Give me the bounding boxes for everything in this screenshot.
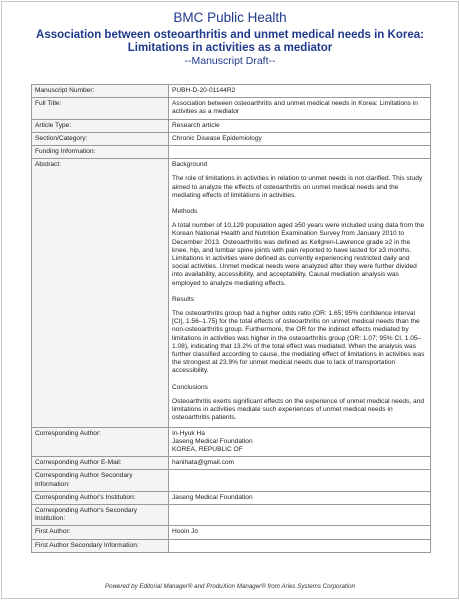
email-value: hanihata@gmail.com xyxy=(169,457,431,470)
abstract-conclusions-text: Osteoarthritis exerts significant effects on the experience of unmet medical needs, and limitations in activities mediate such experiences of unmet medical needs in osteoarthritis patients. xyxy=(172,397,425,422)
secondary-info-label: Corresponding Author Secondary Information: xyxy=(32,470,169,491)
section-value: Chronic Disease Epidemiology xyxy=(169,132,431,145)
corresponding-author-country: KOREA, REPUBLIC OF xyxy=(172,445,243,453)
abstract-label: Abstract: xyxy=(32,159,169,427)
draft-label: --Manuscript Draft-- xyxy=(184,55,276,67)
abstract-background-heading: Background xyxy=(172,161,208,169)
abstract-methods-heading: Methods xyxy=(172,208,198,216)
corresponding-author-name: In-Hyuk Ha xyxy=(172,429,205,437)
manuscript-page xyxy=(1,1,459,599)
corresponding-author-label: Corresponding Author: xyxy=(32,427,169,457)
table-row xyxy=(32,427,431,457)
funding-label: Funding Information: xyxy=(32,146,169,159)
page-footer: Powered by Editorial Manager® and ProduXion Manager® from Aries Systems Corporation xyxy=(105,583,355,590)
funding-value xyxy=(169,146,431,159)
secondary-institution-value xyxy=(169,504,431,525)
secondary-info-value xyxy=(169,470,431,491)
abstract-methods-text: A total number of 10,129 population aged ≥50 years were included using data from the Korean National Health and Nutrition Examination Survey from January 2010 to December 2013. Osteoarthritis was defined as Kellgren-Lawrence grade ≥2 in the knee, hip, and lumbar spine joints with pain reported to have lasted for ≥3 months. Limitations in activities were defined as currently experiencing restricted daily and social activities. Unmet medical needs were analyzed after they were further divided into availability, accessibility, and acceptability. Causal mediation analysis was employed to analyze mediating effects. xyxy=(172,222,425,287)
first-author-secondary-value xyxy=(169,539,431,552)
corresponding-author-org: Jaseng Medical Foundation xyxy=(172,437,253,445)
corresponding-author-value xyxy=(169,427,431,457)
table-row xyxy=(32,119,431,132)
manuscript-number-value: PUBH-D-20-01144R2 xyxy=(169,85,431,98)
full-title-value: Association between osteoarthritis and unmet medical needs in Korea: Limitations in activities as a mediator xyxy=(169,98,431,119)
manuscript-title: Association between osteoarthritis and unmet medical needs in Korea: Limitations in activities as a mediator xyxy=(36,29,424,54)
table-row xyxy=(32,470,431,491)
manuscript-number-label: Manuscript Number: xyxy=(32,85,169,98)
first-author-secondary-label: First Author Secondary Information: xyxy=(32,539,169,552)
table-row xyxy=(32,504,431,525)
manuscript-info-table xyxy=(31,84,431,553)
section-label: Section/Category: xyxy=(32,132,169,145)
table-row xyxy=(32,491,431,504)
article-type-label: Article Type: xyxy=(32,119,169,132)
table-row xyxy=(32,457,431,470)
table-row xyxy=(32,85,431,98)
abstract-results-heading: Results xyxy=(172,295,194,303)
abstract-value xyxy=(169,159,431,427)
secondary-institution-label: Corresponding Author's Secondary Institution: xyxy=(32,504,169,525)
article-type-value: Research article xyxy=(169,119,431,132)
abstract-conclusions-heading: Conclusions xyxy=(172,383,208,391)
table-row xyxy=(32,98,431,119)
first-author-value: Hooin Jo xyxy=(169,526,431,539)
institution-value: Jaseng Medical Foundation xyxy=(169,491,431,504)
table-row xyxy=(32,539,431,552)
email-label: Corresponding Author E-Mail: xyxy=(32,457,169,470)
table-row xyxy=(32,526,431,539)
institution-label: Corresponding Author's Institution: xyxy=(32,491,169,504)
table-row xyxy=(32,159,431,427)
journal-name: BMC Public Health xyxy=(173,10,287,25)
table-row xyxy=(32,146,431,159)
abstract-background-text: The role of limitations in activities in relation to unmet needs is not clarified. This study aimed to analyze the effects of osteoarthritis on unmet medical needs and the mediating effects of limitations in activities. xyxy=(172,175,423,199)
table-row xyxy=(32,132,431,145)
first-author-label: First Author: xyxy=(32,526,169,539)
full-title-label: Full Title: xyxy=(32,98,169,119)
page-header xyxy=(2,2,458,67)
abstract-results-text: The osteoarthritis group had a higher odds ratio (OR: 1.65; 95% confidence interval [CI], 1.56–1.75) for the total effects of osteoarthritis on unmet medical needs than the non-osteoarthritis group. Furthermore, the OR for the indirect effects mediated by limitations in activities was higher in the osteoarthritis group (OR: 1.07; 95% CI, 1.05–1.08), indicating that 13.2% of the total effect was mediated. When the analysis was further classified according to cause, the mediating effect of limitations in activities was the strongest at 23.9% for unmet medical needs due to lack of transportation accessibility. xyxy=(172,310,425,375)
